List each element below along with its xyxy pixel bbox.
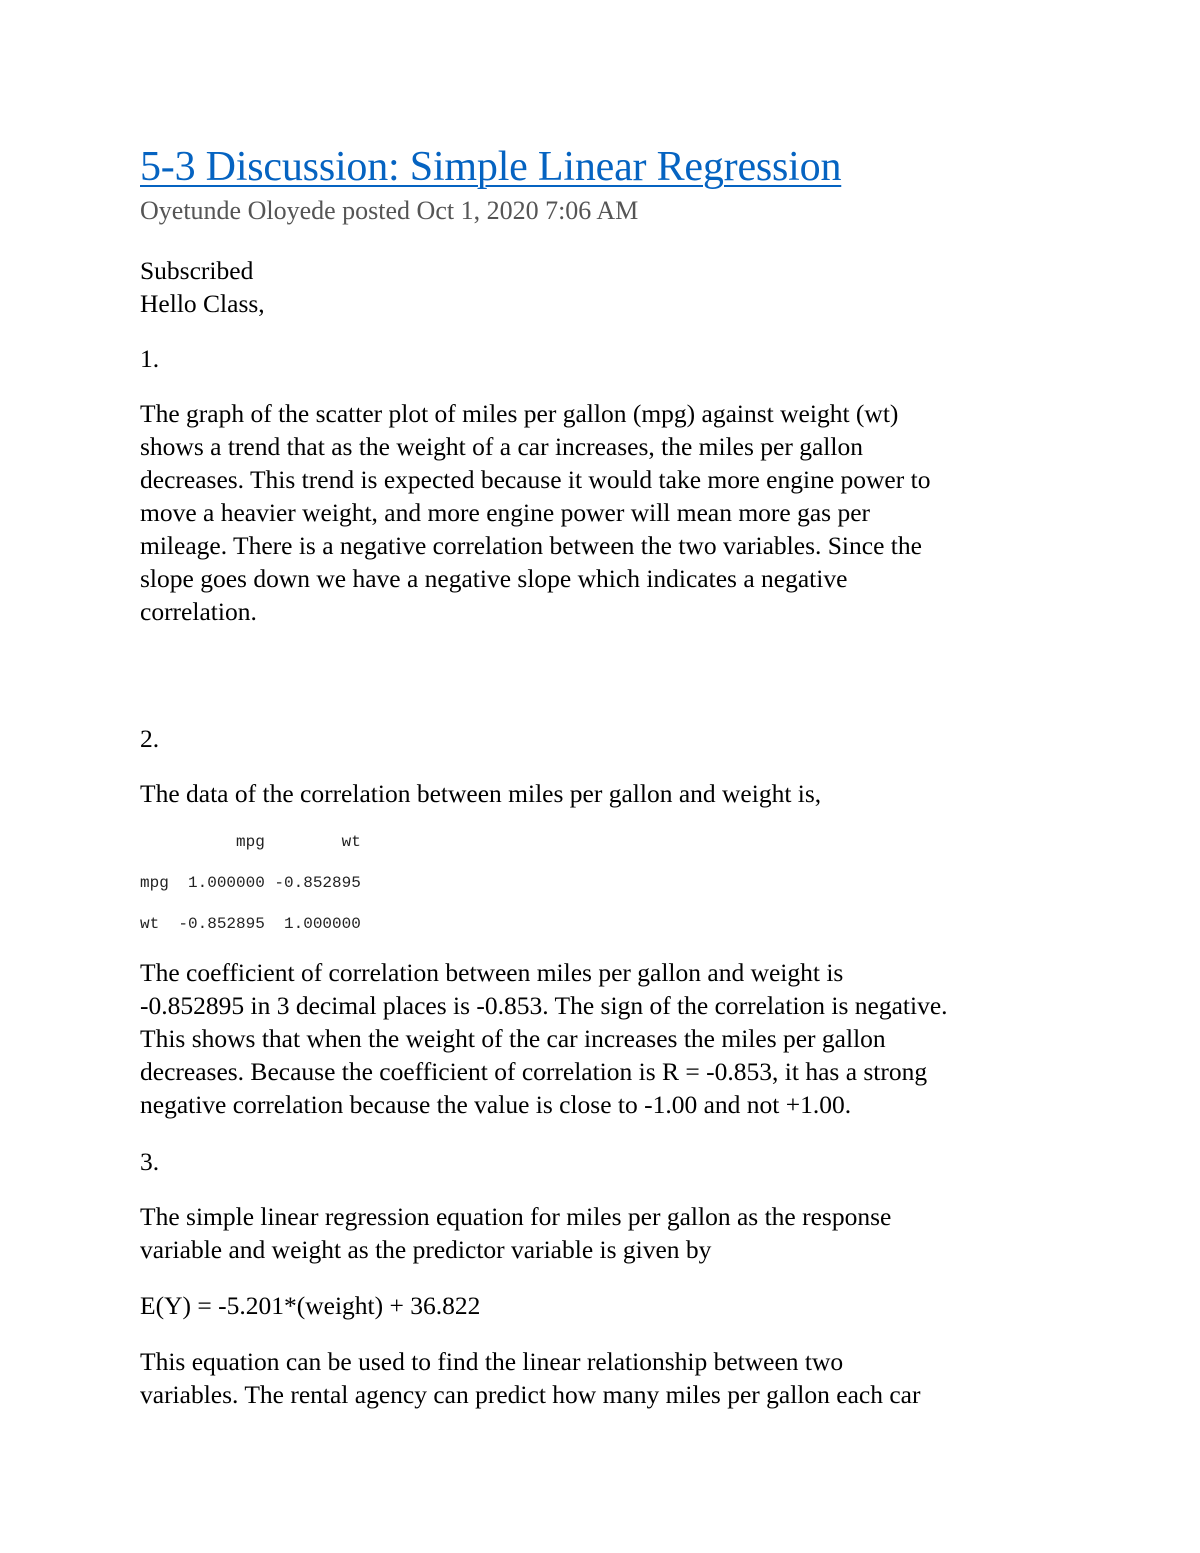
subscribed-label: Subscribed <box>140 256 254 285</box>
answer-3-line: variables. The rental agency can predict how many miles per gallon each car <box>140 1380 921 1409</box>
answer-1-line: move a heavier weight, and more engine power will mean more gas per <box>140 498 871 527</box>
answer-1-line: correlation. <box>140 597 257 626</box>
answer-1-line: decreases. This trend is expected because it would take more engine power to <box>140 465 931 494</box>
answer-1-line: mileage. There is a negative correlation between the two variables. Since the <box>140 531 922 560</box>
correlation-table-row-wt: wt -0.852895 1.000000 <box>140 915 361 933</box>
regression-equation: E(Y) = -5.201*(weight) + 36.822 <box>140 1291 481 1320</box>
answer-1-line: The graph of the scatter plot of miles per gallon (mpg) against weight (wt) <box>140 399 899 428</box>
answer-1-paragraph <box>140 397 930 628</box>
correlation-table-header: mpg wt <box>140 833 361 851</box>
answer-2-line: The coefficient of correlation between miles per gallon and weight is <box>140 958 844 987</box>
question-number-1: 1. <box>140 344 160 373</box>
post-title-link[interactable]: 5-3 Discussion: Simple Linear Regression <box>140 144 842 190</box>
answer-2-line: This shows that when the weight of the car increases the miles per gallon <box>140 1024 886 1053</box>
answer-3-intro-line: variable and weight as the predictor variable is given by <box>140 1235 712 1264</box>
answer-1-line: slope goes down we have a negative slope which indicates a negative <box>140 564 848 593</box>
answer-2-line: -0.852895 in 3 decimal places is -0.853. The sign of the correlation is negative. <box>140 991 948 1020</box>
answer-3-intro <box>140 1200 891 1266</box>
post-byline: Oyetunde Oloyede posted Oct 1, 2020 7:06 AM <box>140 196 639 225</box>
greeting: Hello Class, <box>140 289 265 318</box>
answer-2-paragraph <box>140 956 948 1121</box>
answer-1-line: shows a trend that as the weight of a car increases, the miles per gallon <box>140 432 863 461</box>
question-number-2: 2. <box>140 724 160 753</box>
answer-2-line: decreases. Because the coefficient of correlation is R = -0.853, it has a strong <box>140 1057 928 1086</box>
answer-2-intro: The data of the correlation between miles per gallon and weight is, <box>140 779 822 808</box>
correlation-table-row-mpg: mpg 1.000000 -0.852895 <box>140 874 361 892</box>
answer-3-paragraph <box>140 1345 920 1411</box>
answer-2-line: negative correlation because the value is close to -1.00 and not +1.00. <box>140 1090 852 1119</box>
answer-3-intro-line: The simple linear regression equation for miles per gallon as the response <box>140 1202 892 1231</box>
question-number-3: 3. <box>140 1147 160 1176</box>
answer-3-line: This equation can be used to find the linear relationship between two <box>140 1347 844 1376</box>
